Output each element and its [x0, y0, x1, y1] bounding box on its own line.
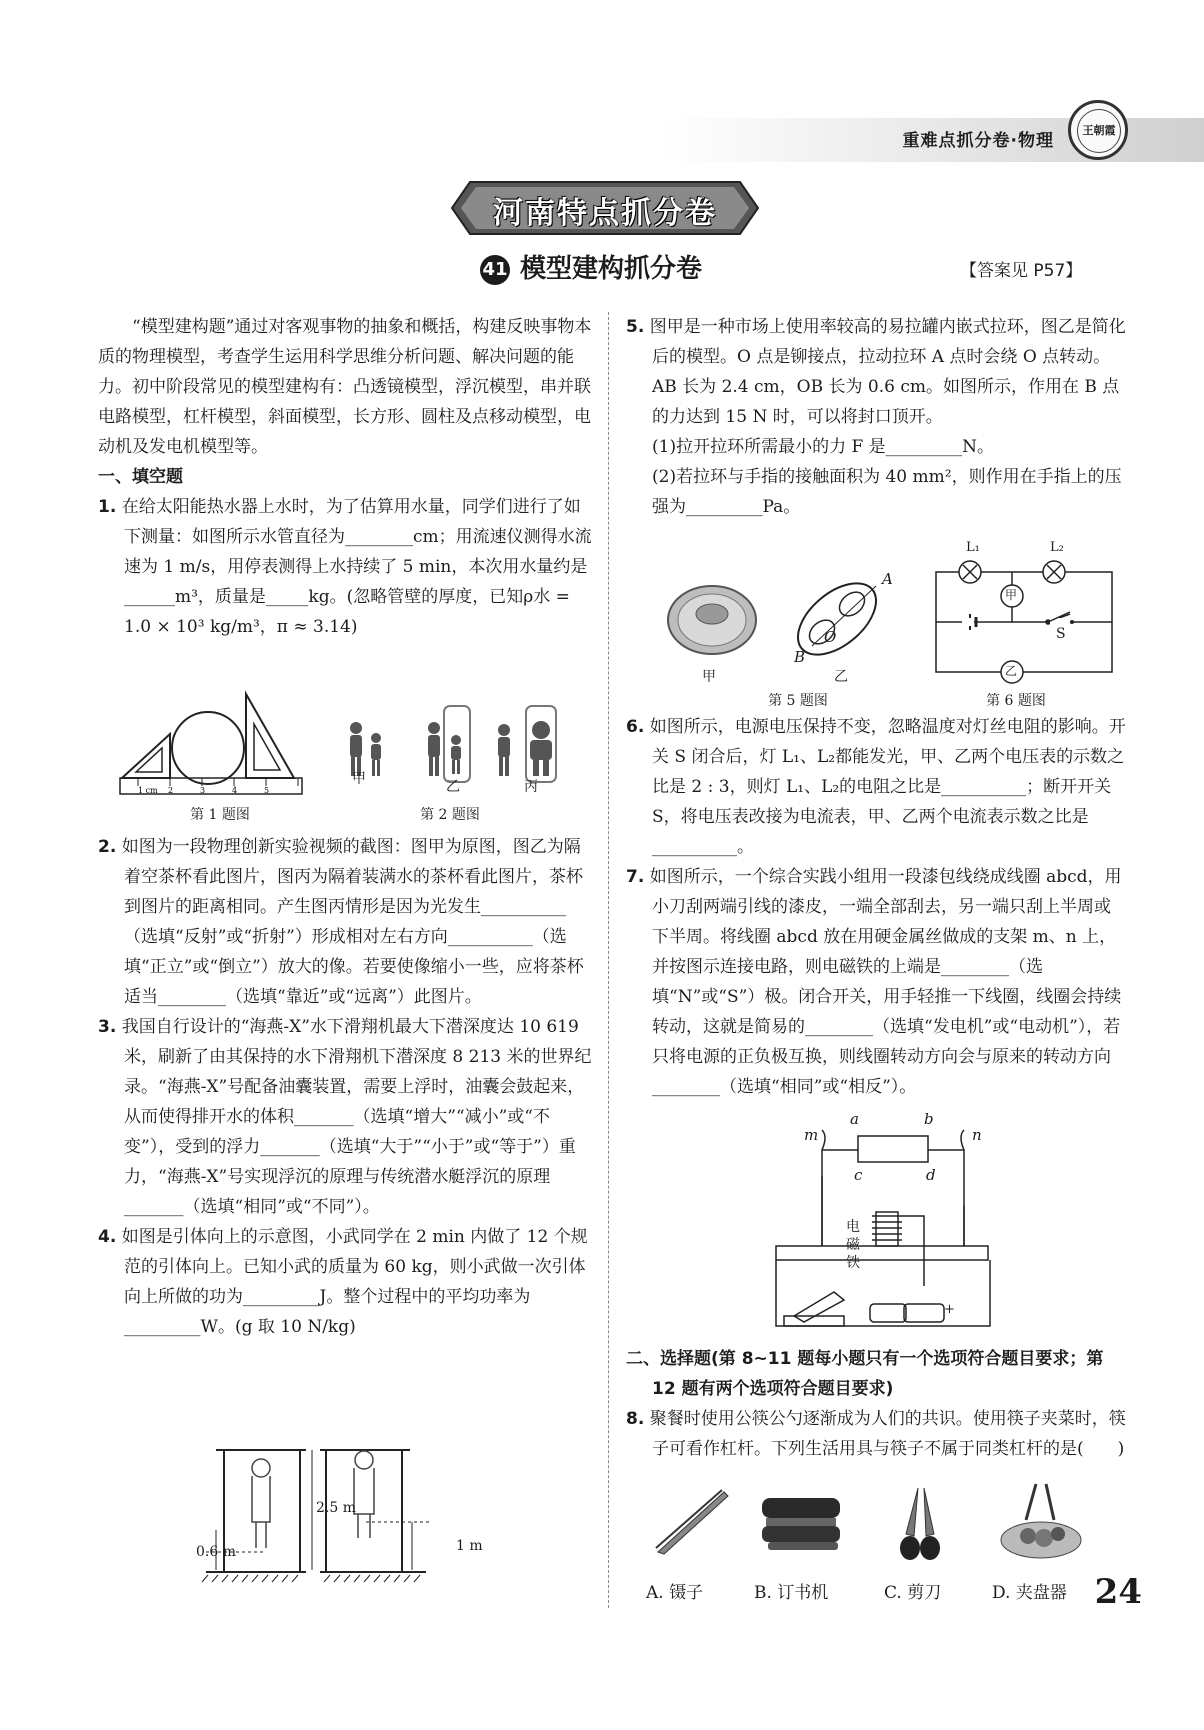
fig6-label-L1: L₁	[966, 540, 980, 555]
fig4-label-2-5m: 2.5 m	[316, 1500, 356, 1516]
fig7-label-n: n	[972, 1126, 982, 1144]
right-column-top	[626, 312, 1126, 522]
left-column-bottom	[98, 832, 596, 1342]
option-c: C. 剪刀	[884, 1583, 942, 1603]
question-4	[98, 1222, 596, 1342]
header-title: 重难点抓分卷·物理	[902, 131, 1054, 151]
question-3	[98, 1012, 596, 1222]
q5-text: 图甲是一种市场上使用率较高的易拉罐内嵌式拉环，图乙是简化后的模型。O 点是铆接点，拉动拉环 A 点时会绕 O 点转动。AB 长为 2.4 cm，OB 长为 0.6 cm。如图所示，作用在 B 点的力达到 15 N 时，可以将封口顶开。	[649, 317, 1126, 427]
fig5-label-A: A	[882, 570, 893, 588]
fig7-label-electromagnet: 电磁铁	[846, 1219, 860, 1271]
fig7-label-c: c	[854, 1166, 863, 1184]
fig5-label-jia: 甲	[702, 669, 716, 685]
question-7	[626, 862, 1126, 1102]
question-6	[626, 712, 1126, 862]
q7-number: 7.	[626, 867, 645, 887]
fig7-label-a: a	[850, 1110, 859, 1128]
fig7-label-plus: +	[944, 1302, 955, 1317]
section-fill-in: 一、填空题	[98, 467, 183, 487]
fig1-tick-2: 2	[168, 786, 174, 795]
section-choice: 二、选择题(第 8~11 题每小题只有一个选项符合题目要求；第 12 题有两个选项符合题目要求)	[626, 1349, 1104, 1399]
fig6-label-jia: 甲	[1005, 588, 1018, 602]
q6-text: 如图所示，电源电压保持不变，忽略温度对灯丝电阻的影响。开关 S 闭合后，灯 L₁、L₂都能发光，甲、乙两个电压表的示数之比是 2 : 3，则灯 L₁、L₂的电阻之比是__________；断开开关 S，将电压表改接为电流表，甲、乙两个电流表示数之比是__________。	[649, 717, 1126, 857]
question-1	[98, 492, 596, 642]
fig6-circuit	[930, 556, 1120, 686]
fig7-label-b: b	[924, 1110, 934, 1128]
q4-text: 如图是引体向上的示意图，小武同学在 2 min 内做了 12 个规范的引体向上。已知小武的质量为 60 kg，则小武做一次引体向上所做的功为_________J。整个过程中的平均功率为_________W。(g 取 10 N/kg)	[121, 1227, 588, 1337]
q6-number: 6.	[626, 717, 645, 737]
q8-text: 聚餐时使用公筷公勺逐渐成为人们的共识。使用筷子夹菜时，筷子可看作杠杆。下列生活用具与筷子不属于同类杠杆的是( )	[649, 1409, 1126, 1459]
column-divider	[608, 312, 609, 1608]
right-column-middle	[626, 712, 1126, 1102]
question-8	[626, 1404, 1126, 1464]
fig7-label-d: d	[926, 1166, 936, 1184]
fig1-tick-4: 4	[232, 786, 238, 795]
fig2-label-yi: 乙	[446, 779, 460, 795]
fig2-label-jia: 甲	[352, 771, 366, 787]
paper-number: 41	[480, 255, 510, 285]
q2-text: 如图为一段物理创新实验视频的截图：图甲为原图，图乙为隔着空茶杯看此图片，图丙为隔着装满水的茶杯看此图片，茶杯到图片的距离相同。产生图丙情形是因为光发生__________（选填“反射”或“折射”）形成相对左右方向__________（选填“正立”或“倒立”）放大的像。若要使像缩小一些，应将茶杯适当________（选填“靠近”或“远离”）此图片。	[121, 837, 584, 1007]
question-2	[98, 832, 596, 1012]
option-a: A. 镊子	[646, 1583, 704, 1603]
fig1-tick-3: 3	[200, 786, 206, 795]
fig5-label-B: B	[794, 648, 806, 666]
fig5-caption: 第 5 题图	[768, 693, 828, 709]
q4-number: 4.	[98, 1227, 117, 1247]
answer-reference: 【答案见 P57】	[960, 261, 1083, 281]
fig4-label-0-6m: 0.6 m	[196, 1544, 236, 1560]
left-column-top	[98, 312, 596, 642]
page-number: 24	[1094, 1572, 1142, 1612]
q8-number: 8.	[626, 1409, 645, 1429]
q5-sub-2: (2)若拉环与手指的接触面积为 40 mm²，则作用在手指上的压强为_________Pa。	[652, 467, 1122, 517]
fig1-ruler-diagram	[118, 690, 308, 800]
fig4-label-1m: 1 m	[456, 1538, 483, 1554]
q1-number: 1.	[98, 497, 117, 517]
stapler-image	[758, 1490, 844, 1556]
seal-text: 王朝霞	[1077, 109, 1121, 153]
q3-number: 3.	[98, 1017, 117, 1037]
fig5-label-O: O	[824, 628, 837, 646]
fig1-tick-5: 5	[264, 786, 270, 795]
fig1-caption: 第 1 题图	[190, 807, 250, 823]
paper-title-text: 模型建构抓分卷	[520, 254, 703, 284]
fig7-label-m: m	[804, 1126, 819, 1144]
q1-text: 在给太阳能热水器上水时，为了估算用水量，同学们进行了如下测量：如图所示水管直径为________cm；用流速仪测得水流速为 1 m/s，用停表测得上水持续了 5 min，本次用水量约是______m³，质量是_____kg。(忽略管壁的厚度，已知ρ水 = 1.0 × 10³ kg/m³，π ≈ 3.14)	[121, 497, 592, 637]
fig6-label-S: S	[1056, 626, 1066, 642]
tweezers-image	[652, 1488, 732, 1558]
question-5	[626, 312, 1126, 432]
q3-text: 我国自行设计的“海燕-X”水下滑翔机最大下潜深度达 10 619 米，刷新了由其保持的水下滑翔机下潜深度 8 213 米的世界纪录。“海燕-X”号配备油囊装置，需要上浮时，油囊会鼓起来，从而使得排开水的体积_______（选填“增大”“减小”或“不变”），受到的浮力_______（选填“大于”“小于”或“等于”）重力，“海燕-X”号实现浮沉的原理与传统潜水艇浮沉的原理_______（选填“相同”或“不同”）。	[121, 1017, 592, 1217]
right-column-bottom	[626, 1344, 1126, 1464]
option-b: B. 订书机	[754, 1583, 829, 1603]
paper-title	[480, 248, 702, 285]
q5-sub-1: (1)拉开拉环所需最小的力 F 是_________N。	[652, 437, 995, 457]
fig5-label-yi: 乙	[834, 669, 848, 685]
fig6-label-L2: L₂	[1050, 540, 1064, 555]
fig4-pullup-diagram	[196, 1442, 496, 1592]
q7-text: 如图所示，一个综合实践小组用一段漆包线绕成线圈 abcd，用小刀刮两端引线的漆皮，一端全部刮去，另一端只刮上半周或下半周。将线圈 abcd 放在用硬金属丝做成的支架 m、n 上，并按图示连接电路，则电磁铁的上端是________（选填“N”或“S”）极。闭合开关，用手轻推一下线圈，线圈会持续转动，这就是简易的________（选填“发电机”或“电动机”），若只将电源的正负极互换，则线圈转动方向会与原来的转动方向________（选填“相同”或“相反”）。	[649, 867, 1122, 1097]
seal-logo	[1068, 100, 1128, 160]
fig6-label-yi: 乙	[1005, 664, 1018, 678]
fig2-label-bing: 丙	[524, 779, 538, 795]
q2-number: 2.	[98, 837, 117, 857]
q5-number: 5.	[626, 317, 645, 337]
fig5-can-photo	[666, 584, 758, 656]
banner-text: 河南特点抓分卷	[493, 196, 717, 231]
fig7-motor-apparatus	[764, 1116, 1000, 1336]
option-d: D. 夹盘器	[992, 1583, 1067, 1603]
fig1-tick-1: 1 cm	[138, 786, 158, 795]
fig2-caption: 第 2 题图	[420, 807, 480, 823]
intro-text: “模型建构题”通过对客观事物的抽象和概括，构建反映事物本质的物理模型，考查学生运用科学思维分析问题、解决问题的能力。初中阶段常见的模型建构有：凸透镜模型，浮沉模型，串并联电路模型，杠杆模型，斜面模型，长方形、圆柱及点移动模型，电动机及发电机模型等。	[98, 317, 592, 457]
plate-clamp-image	[996, 1480, 1086, 1564]
fig6-caption: 第 6 题图	[986, 693, 1046, 709]
scissors-image	[888, 1484, 952, 1562]
